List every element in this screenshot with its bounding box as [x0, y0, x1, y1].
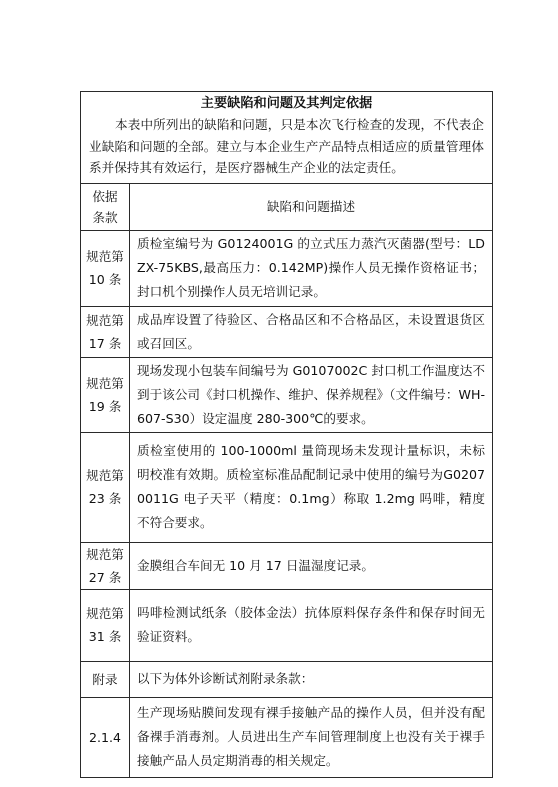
basis-line1: 附录 [92, 671, 118, 687]
basis-line2: 23 条 [88, 491, 122, 506]
basis-line1: 规范第 [86, 468, 124, 483]
basis-line2: 27 条 [88, 569, 122, 585]
description-cell: 吗啡检测试纸条（胶体金法）抗体原料保存条件和保存时间无验证资料。 [130, 589, 493, 661]
header-description-cell: 缺陷和问题描述 [130, 183, 493, 230]
header-basis-line2: 条款 [92, 209, 118, 225]
basis-cell [81, 697, 130, 777]
basis-line2: 31 条 [88, 629, 122, 644]
basis-line1: 规范第 [86, 312, 124, 328]
table-row [81, 306, 493, 357]
defects-table [80, 91, 493, 778]
description-cell: 质检室编号为 G0124001G 的立式压力蒸汽灭菌器(型号：LDZX-75KBS,最高压力：0.142MP)操作人员无操作资格证书；封口机个别操作人员无培训记录。 [130, 230, 493, 306]
basis-line1: 规范第 [86, 375, 124, 391]
table-row [81, 230, 493, 306]
description-cell: 以下为体外诊断试剂附录条款： [130, 661, 493, 697]
basis-line1: 规范第 [86, 249, 124, 264]
basis-cell [81, 357, 130, 432]
basis-cell [81, 306, 130, 357]
description-cell: 现场发现小包装车间编号为 G0107002C 封口机工作温度达不到于该公司《封口机操作、维护、保养规程》（文件编号：WH-607-S30）设定温度 280-300℃的要求。 [130, 357, 493, 432]
header-basis-line1: 依据 [92, 188, 118, 204]
description-cell: 金膜组合车间无 10 月 17 日温湿度记录。 [130, 542, 493, 589]
basis-line1: 2.1.4 [88, 729, 122, 745]
basis-line1: 规范第 [86, 546, 124, 562]
table-title-row [81, 92, 493, 184]
table-header-row [81, 183, 493, 230]
basis-cell [81, 661, 130, 697]
basis-line2: 19 条 [88, 398, 122, 414]
document-title: 主要缺陷和问题及其判定依据 [200, 96, 373, 111]
table-row [81, 589, 493, 661]
header-basis-cell [81, 183, 130, 230]
title-cell [81, 92, 493, 184]
table-row [81, 697, 493, 777]
table-row [81, 432, 493, 542]
basis-cell [81, 230, 130, 306]
table-row [81, 357, 493, 432]
description-cell: 生产现场贴膜间发现有裸手接触产品的操作人员，但并没有配备裸手消毒剂。人员进出生产车间管理制度上也没有关于裸手接触产品人员定期消毒的相关规定。 [130, 697, 493, 777]
basis-line2: 10 条 [88, 272, 122, 287]
description-cell: 质检室使用的 100-1000ml 量筒现场未发现计量标识，未标明校准有效期。质检室标准品配制记录中使用的编号为G02070011G 电子天平（精度：0.1mg）称取 1.2mg 吗啡，精度不符合要求。 [130, 432, 493, 542]
table-row [81, 542, 493, 589]
description-cell: 成品库设置了待验区、合格品区和不合格品区，未设置退货区或召回区。 [130, 306, 493, 357]
basis-cell [81, 589, 130, 661]
basis-line2: 17 条 [88, 335, 122, 351]
document-intro: 本表中所列出的缺陷和问题，只是本次飞行检查的发现，不代表企业缺陷和问题的全部。建立与本企业生产产品特点相适应的质量管理体系并保持其有效运行，是医疗器械生产企业的法定责任。 [89, 117, 484, 175]
basis-line1: 规范第 [86, 606, 124, 621]
table-row [81, 661, 493, 697]
basis-cell [81, 432, 130, 542]
basis-cell [81, 542, 130, 589]
